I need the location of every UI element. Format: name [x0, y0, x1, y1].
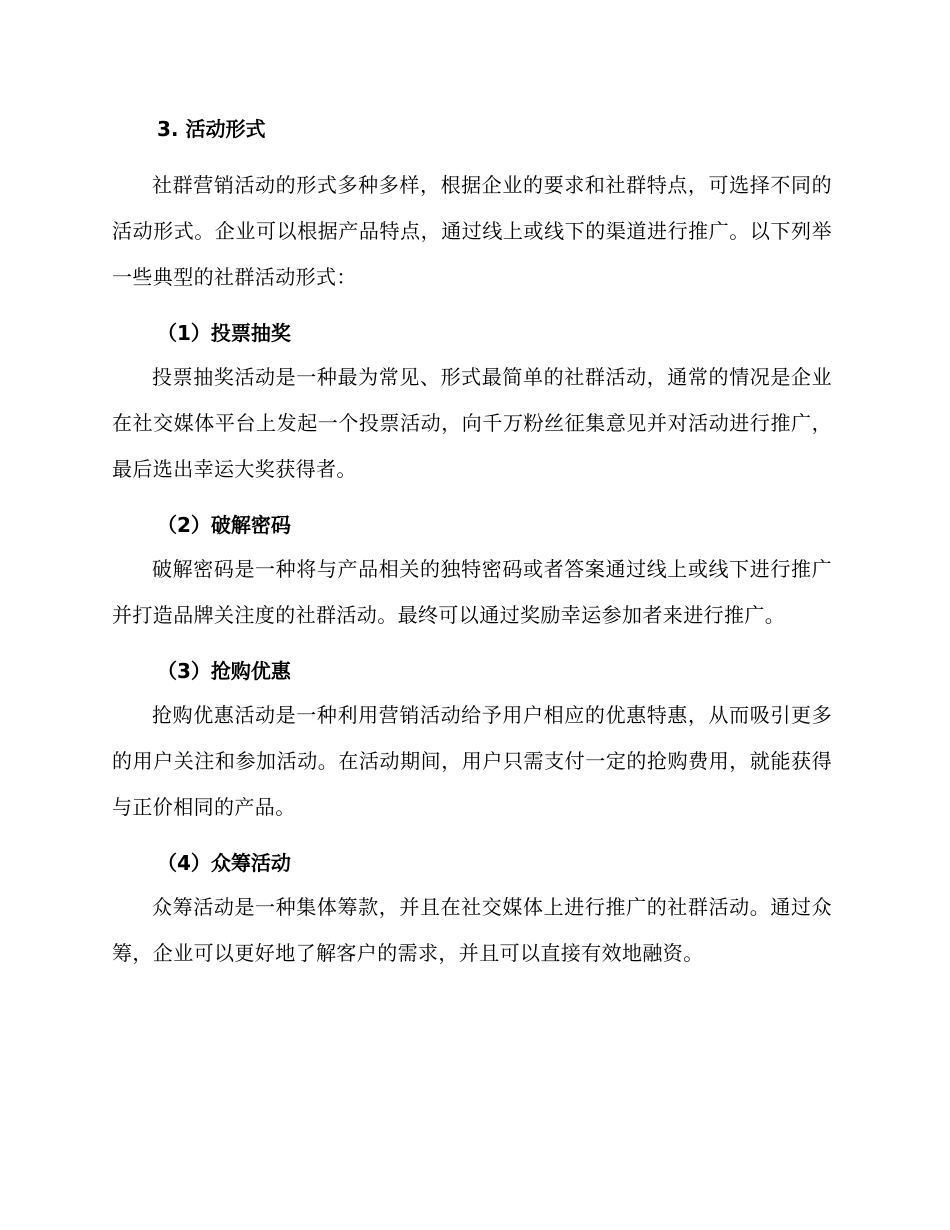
subsection-heading: （1）投票抽奖	[157, 321, 291, 345]
subsection-flash-sale	[112, 650, 832, 830]
subsection-heading: （4）众筹活动	[157, 851, 291, 875]
subsection-crowdfunding	[112, 842, 832, 976]
subsection-paragraph: 投票抽奖活动是一种最为常见、形式最简单的社群活动，通常的情况是企业在社交媒体平台上发起一个投票活动，向千万粉丝征集意见并对活动进行推广，最后选出幸运大奖获得者。	[112, 365, 832, 481]
subsection-voting-lottery	[112, 312, 832, 492]
section-title: 3. 活动形式	[157, 117, 266, 141]
subsection-crack-code	[112, 504, 832, 638]
intro-paragraph: 社群营销活动的形式多种多样，根据企业的要求和社群特点，可选择不同的活动形式。企业可以根据产品特点，通过线上或线下的渠道进行推广。以下列举一些典型的社群活动形式：	[112, 173, 832, 289]
subsection-paragraph: 破解密码是一种将与产品相关的独特密码或者答案通过线上或线下进行推广并打造品牌关注度的社群活动。最终可以通过奖励幸运参加者来进行推广。	[112, 557, 832, 627]
subsection-paragraph: 抢购优惠活动是一种利用营销活动给予用户相应的优惠特惠，从而吸引更多的用户关注和参加活动。在活动期间，用户只需支付一定的抢购费用，就能获得与正价相同的产品。	[112, 703, 832, 819]
subsection-heading: （3）抢购优惠	[157, 659, 291, 683]
subsection-heading: （2）破解密码	[157, 513, 291, 537]
subsection-paragraph: 众筹活动是一种集体筹款，并且在社交媒体上进行推广的社群活动。通过众筹，企业可以更好地了解客户的需求，并且可以直接有效地融资。	[112, 895, 832, 965]
document-page	[112, 108, 832, 988]
